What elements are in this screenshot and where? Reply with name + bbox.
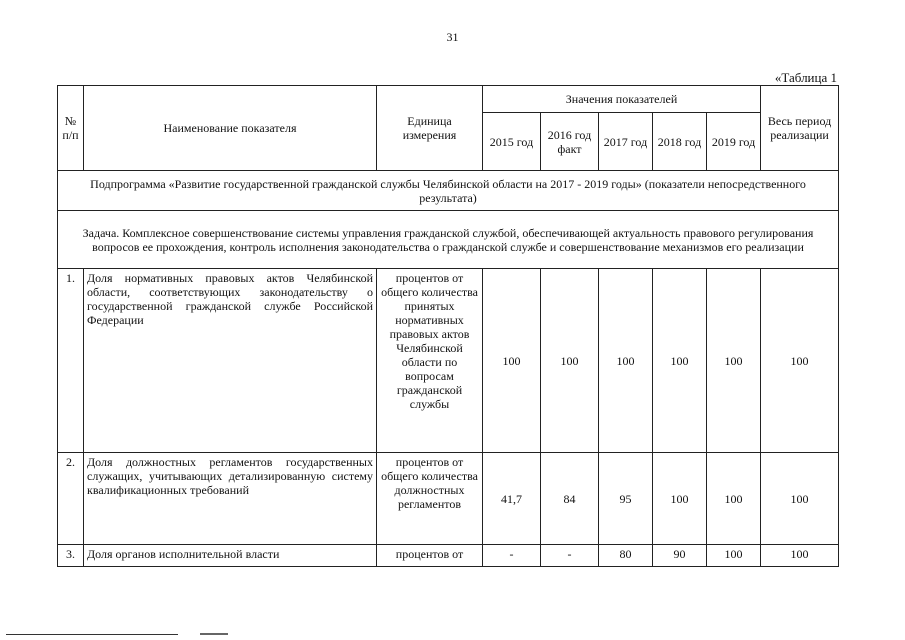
row-value: 100 — [599, 269, 653, 453]
row-value: 90 — [653, 545, 707, 567]
page-number: 31 — [446, 30, 459, 44]
header-name: Наименование показателя — [84, 86, 377, 171]
row-value: 100 — [653, 269, 707, 453]
row-num: 3. — [58, 545, 84, 567]
header-year: 2019 год — [707, 113, 761, 171]
row-value: 80 — [599, 545, 653, 567]
row-unit: процентов от общего количества принятых нормативных правовых актов Челябинской области по вопросам гражданской службы — [377, 269, 483, 453]
row-period: 100 — [761, 545, 839, 567]
footnote-mark — [200, 633, 228, 635]
row-value: 41,7 — [483, 453, 541, 545]
row-num: 2. — [58, 453, 84, 545]
row-value: - — [483, 545, 541, 567]
header-row-1 — [58, 86, 839, 113]
row-unit: процентов от — [377, 545, 483, 567]
row-value: 100 — [541, 269, 599, 453]
header-year: 2015 год — [483, 113, 541, 171]
header-year: 2018 год — [653, 113, 707, 171]
row-num: 1. — [58, 269, 84, 453]
row-name: Доля должностных регламентов государственных служащих, учитывающих детализированную систему квалификационных требований — [84, 453, 377, 545]
row-value: - — [541, 545, 599, 567]
row-value: 100 — [707, 269, 761, 453]
row-unit: процентов от общего количества должностных регламентов — [377, 453, 483, 545]
table-row — [58, 545, 839, 567]
row-period: 100 — [761, 453, 839, 545]
header-year: 2017 год — [599, 113, 653, 171]
footnote-rule — [6, 634, 178, 635]
indicators-table — [57, 85, 839, 567]
subprogram-row — [58, 171, 839, 211]
row-value: 100 — [707, 453, 761, 545]
header-unit: Единица измерения — [377, 86, 483, 171]
header-year: 2016 год факт — [541, 113, 599, 171]
task-text: Задача. Комплексное совершенствование системы управления гражданской службой, обеспечивающей актуальность правового регулирования вопросов ее прохождения, контроль исполнения законодательства о гражданской службе и совершенствование механизмов его реализации — [58, 211, 839, 269]
row-value: 84 — [541, 453, 599, 545]
row-value: 95 — [599, 453, 653, 545]
row-name: Доля органов исполнительной власти — [84, 545, 377, 567]
task-row — [58, 211, 839, 269]
header-period: Весь период реализации — [761, 86, 839, 171]
header-values-group: Значения показателей — [483, 86, 761, 113]
subprogram-title: Подпрограмма «Развитие государственной гражданской службы Челябинской области на 2017 - 2019 годы» (показатели непосредственного результата) — [58, 171, 839, 211]
row-value: 100 — [653, 453, 707, 545]
row-period: 100 — [761, 269, 839, 453]
table-row — [58, 269, 839, 453]
row-value: 100 — [483, 269, 541, 453]
header-num: № п/п — [58, 86, 84, 171]
table-row — [58, 453, 839, 545]
row-name: Доля нормативных правовых актов Челябинской области, соответствующих законодательству о государственной гражданской службе Российской Федерации — [84, 269, 377, 453]
row-value: 100 — [707, 545, 761, 567]
table-caption: «Таблица 1 — [774, 70, 837, 85]
